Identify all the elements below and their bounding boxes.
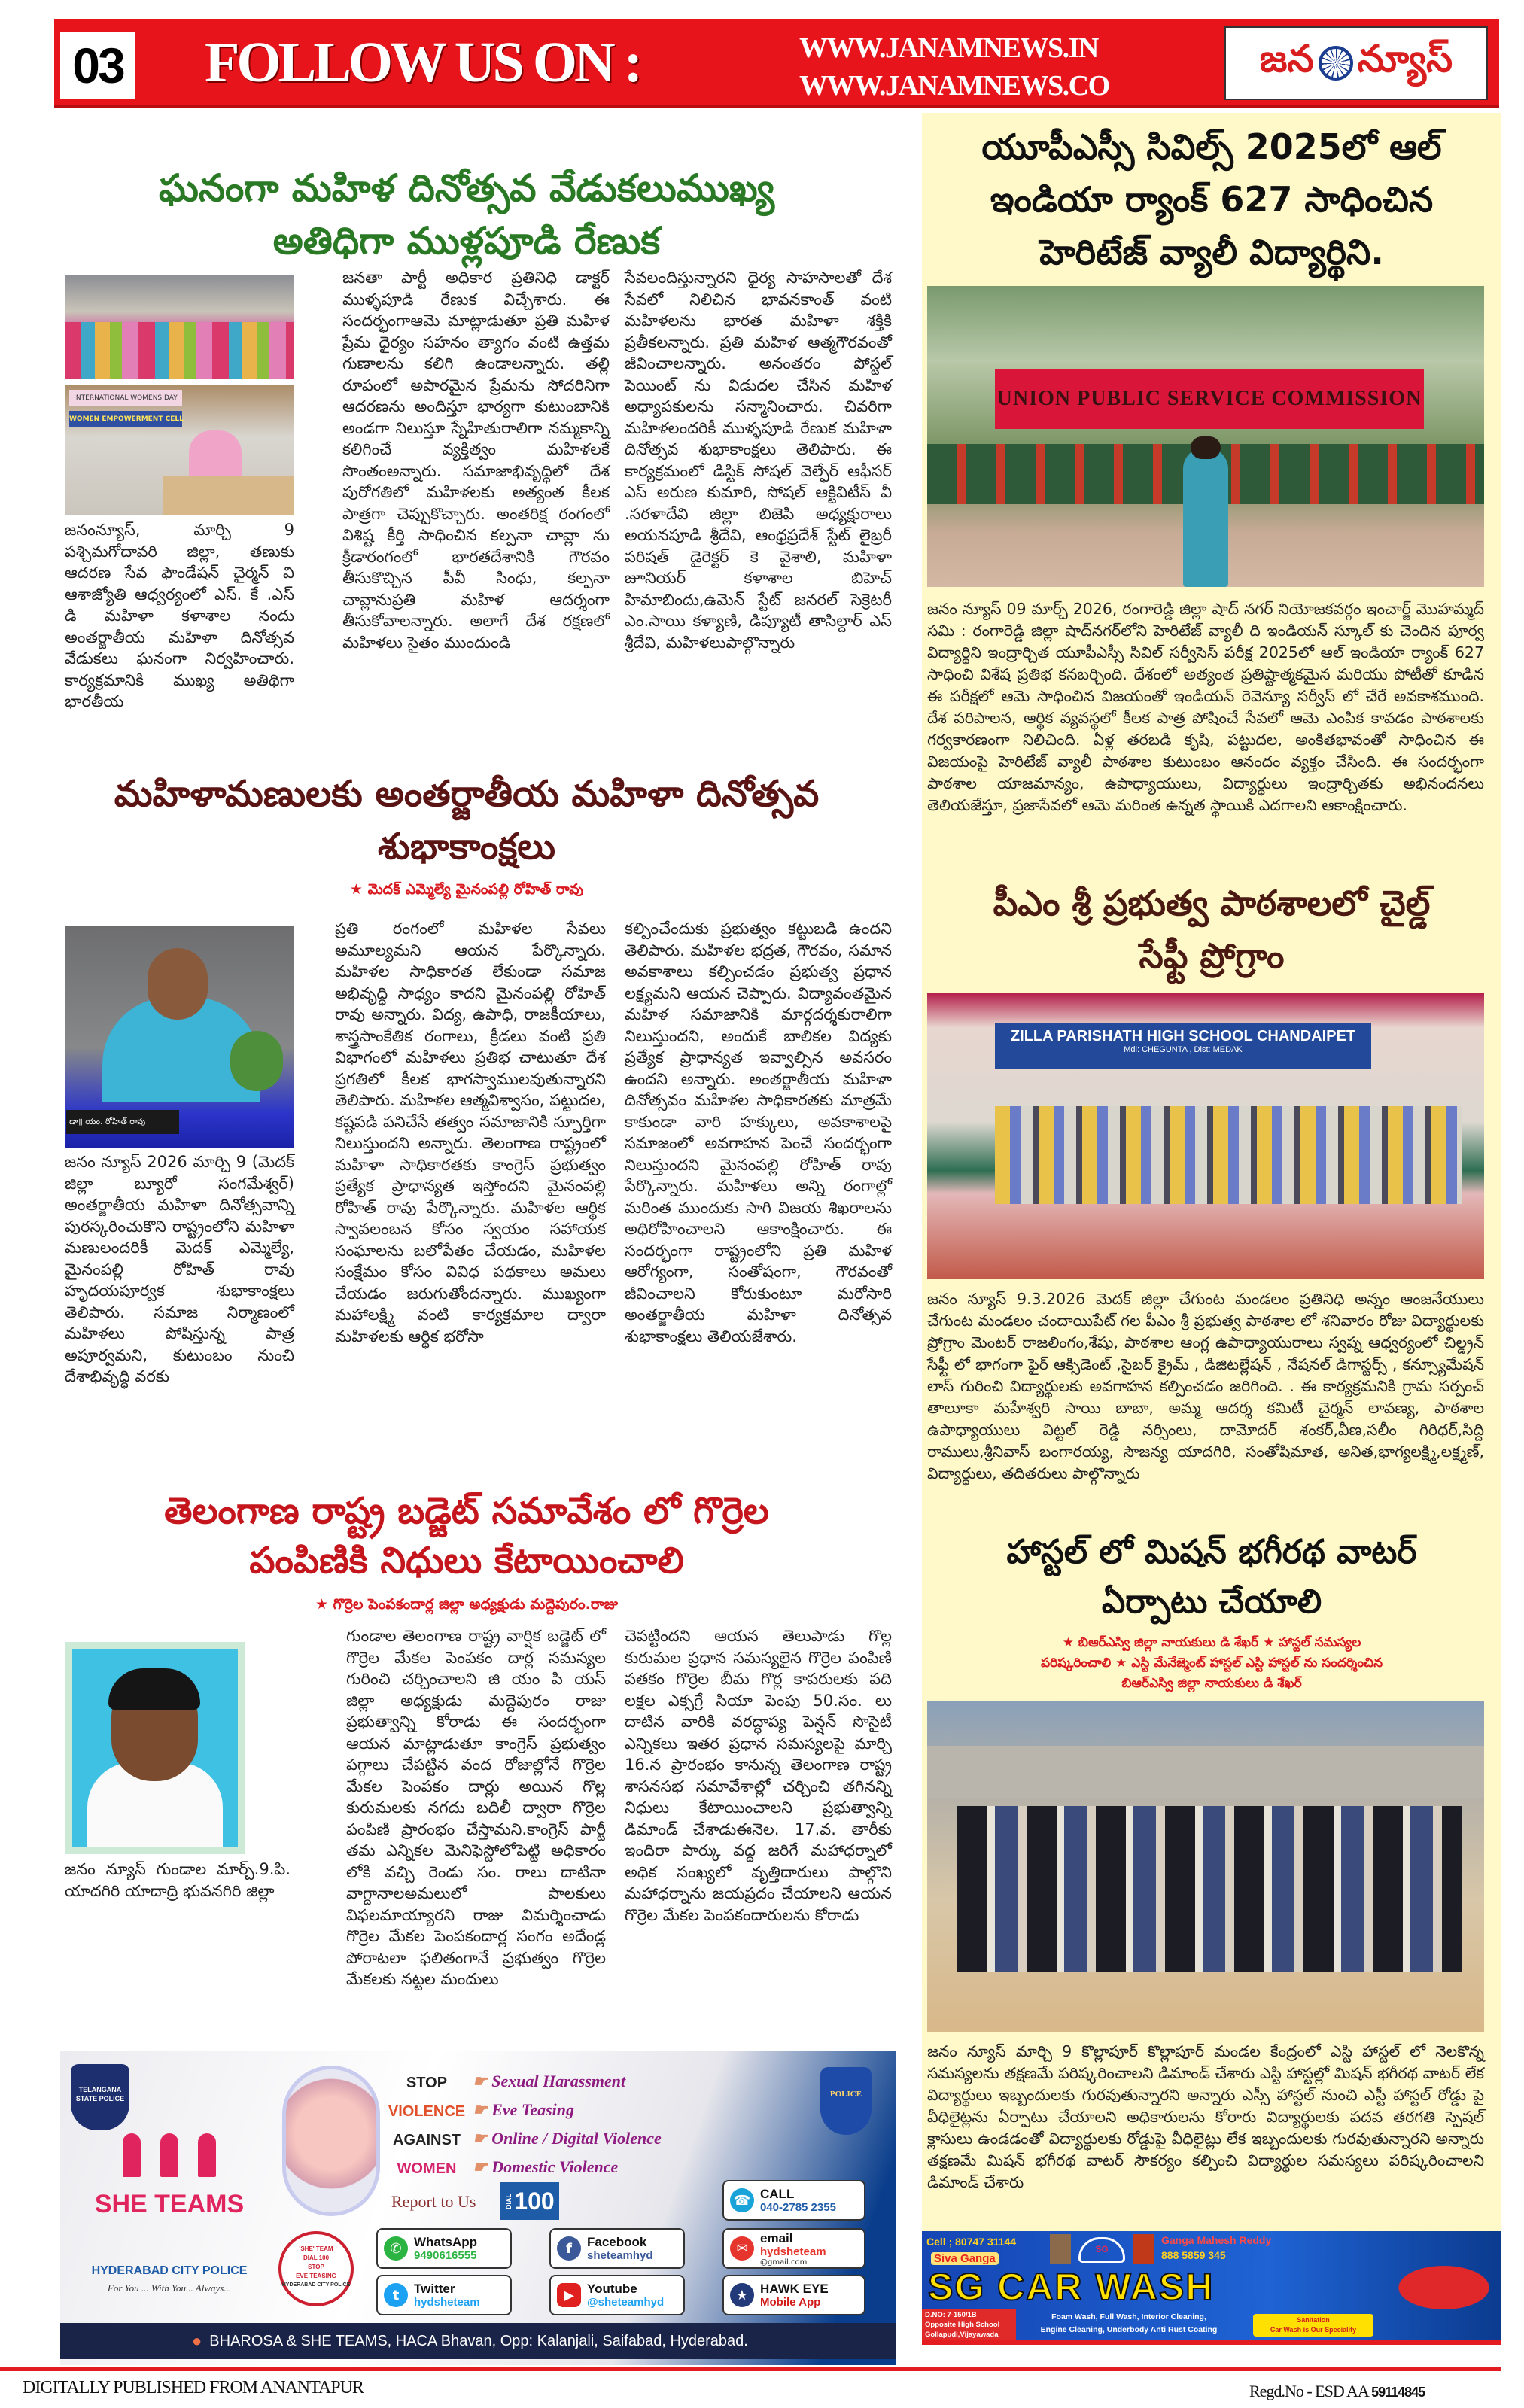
pointing-hand-icon: ☛	[473, 2129, 492, 2148]
deity-image-left	[1050, 2234, 1071, 2264]
youtube-contact[interactable]: ▶ Youtube @sheteamhyd	[549, 2275, 685, 2315]
sg-car-wash-advertisement[interactable]	[922, 2231, 1501, 2340]
stop-eve-teasing-stamp: 'SHE' TEAM DIAL 100 STOP EVE TEASING HYDERABAD CITY POLICE	[278, 2231, 354, 2306]
telangana-police-badge-icon: TELANGANA STATE POLICE	[71, 2064, 129, 2130]
issues-list	[473, 2067, 662, 2181]
deity-image-right	[1133, 2234, 1154, 2264]
article-headline	[45, 768, 888, 873]
article-body-col: కల్పించేందుకు ప్రభుత్వం కట్టుబడి ఉందని తెలిపారు. మహిళల భద్రత, గౌరవం, సమాన అవకాశాలు కల్పించడం ప్రభుత్వ ప్రధాన లక్ష్యమని ఆయన చెప్పారు. విద్యావంతమైన మహిళ సమాజానికి మార్గదర్శకురాలిగా నిలుస్తుందని, అందుకే బాలికల విద్యకు ప్రత్యేక ప్రాధాన్యత ఇవ్వాల్సిన అవసరం ఉందని అన్నారు. అంతర్జాతీయ మహిళా దినోత్సవం మహిళల సాధికారతకు మాత్రమే కాకుండా వారి హక్కులు, అవకాశాలపై సమాజంలో అవగాహన పెంచే సందర్భంగా నిలుస్తుందని మైనంపల్లి రోహిత్ రావు పేర్కొన్నారు. మహిళలు అన్ని రంగాల్లో మరింత ముందుకు సాగి విజయ శిఖరాలను అధిరోహించాలని ఆకాంక్షించారు. ఈ సందర్భంగా రాష్ట్రంలోని ప్రతి మహిళ ఆరోగ్యంగా, సంతోషంగా, గౌరవంతో జీవించాలని కోరుకుంటూ మరోసారి అంతర్జాతీయ మహిళా దినోత్సవ శుభాకాంక్షలు తెలియజేశారు.	[625, 920, 892, 1345]
owner-right: Ganga Mahesh Reddy	[1161, 2234, 1272, 2246]
headline-line: తెలంగాణ రాష్ట్ర బడ్జెట్ సమావేశం లో గొర్రెల	[164, 1490, 769, 1532]
headline-line: యూపీఎస్సీ సివిల్స్ 2025లో ఆల్	[981, 126, 1442, 167]
speciality-badge: Sanitation Car Wash is Our Speciality	[1253, 2314, 1373, 2337]
red-car-image	[1373, 2254, 1501, 2310]
address-text: BHAROSA & SHE TEAMS, HACA Bhavan, Opp: Kalanjali, Saifabad, Hyderabad.	[209, 2332, 748, 2349]
article-body-col: చెపట్టిందని ఆయన తెలుపాడు గొల్ల కురుమల ప్రధాన సమస్యలైన గొర్రెల పంపిణి పతకం గొర్రెల బీమ గొర్ల కాపరులకు పది లక్షల ఎక్సగ్రే సియా పెంపు 50.సం. లు దాటిన వారికి వరద్ధాప్య పెన్షన్ సొసైటీ ఎన్నికలు ఇతర ప్రధాన సమస్యలపై మార్చి 16.న ప్రారంభం కానున్న తెలంగాణ రాష్ట్ర శాసనసభ సమావేశాల్లో చర్చించి తగినన్ని నిధులు కేటాయించాలని ప్రభుత్వాన్ని డిమాండ్ చేశాడుఈనెల. 17.వ. తారీకు ఇందిరా పార్కు వద్ద జరిగే మహాధర్నాలో అధిక సంఖ్యలో వృత్తిదారులు పాల్గొని మహాధర్నాను జయప్రదం చేయాలని ఆయన గొర్రెల మేకల పెంపకందారులను కోరాడు	[625, 1627, 892, 1924]
article-body-col: ప్రతి రంగంలో మహిళల సేవలు అమూల్యమని ఆయన పేర్కొన్నారు. మహిళల సాధికారత లేకుండా సమాజ అభివృద్ధి సాధ్యం కాదని మైనంపల్లి రోహిత్ రావు అన్నారు. విద్య, ఉపాధి, రాజకీయాలు, శాస్త్రసాంకేతిక రంగాలు, క్రీడలు వంటి ప్రతి విభాగంలో మహిళలు ప్రతిభ చాటుతూ దేశ ప్రగతిలో కీలక భాగస్వాములవుతున్నారని తెలిపారు. మహిళల ఆత్మవిశ్వాసం, పట్టుదల, కష్టపడి పనిచేసే తత్వం సమాజానికి స్ఫూర్తిగా నిలుస్తుందని అన్నారు. తెలంగాణ రాష్ట్రంలో మహిళా సాధికారతకు కాంగ్రెస్ ప్రభుత్వం ప్రత్యేక ప్రాధాన్యత ఇస్తోందని మైనంపల్లి రోహిత్ రావు పేర్కొన్నారు. మహిళల ఆర్థిక స్వావలంబన కోసం స్వయం సహాయక సంఘాలను బలోపేతం చేయడం, మహిళల సంక్షేమం కోసం వివిధ పథకాలు అమలు చేయడం జరుగుతోందన్నారు. ముఖ్యంగా మహాలక్ష్మి వంటి కార్యక్రమాల ద్వారా మహిళలకు ఆర్థిక భరోసా	[335, 920, 606, 1345]
headline-line: పీఎం శ్రీ ప్రభుత్వ పాఠశాలలో చైల్డ్	[993, 883, 1431, 923]
mla-speaking-photo	[65, 926, 294, 1148]
pointing-hand-icon: ☛	[473, 2100, 492, 2119]
website-links	[799, 29, 1109, 105]
pointing-hand-icon: ☛	[473, 2157, 492, 2176]
bottom-divider	[0, 2367, 1501, 2371]
article-byline: ★ గొర్రెల పెంపకందార్ల జిల్లా అధ్యక్షుడు మద్దెపురం.రాజు	[315, 1596, 619, 1613]
headline-line: ఘనంగా మహిళ దినోత్సవ వేడుకలుముఖ్య	[158, 166, 775, 210]
whatsapp-contact[interactable]: ✆ WhatsApp 9490616555	[376, 2228, 512, 2269]
phone-right: 888 5859 345	[1161, 2249, 1226, 2261]
school-group-photo	[927, 993, 1484, 1279]
stop-violence-text: STOP VIOLENCE AGAINST WOMEN	[388, 2075, 466, 2177]
woman-illustration	[282, 2066, 380, 2216]
call-contact[interactable]: ☎ CALL 040-2785 2355	[722, 2180, 865, 2221]
org-name: HYDERABAD CITY POLICE	[91, 2264, 248, 2277]
students-hostel-photo	[927, 1701, 1484, 2032]
headline-line: సేఫ్టీ ప్రోగ్రాం	[1139, 935, 1285, 976]
facebook-icon: f	[557, 2236, 581, 2261]
photo-sign: ZILLA PARISHATH HIGH SCHOOL CHANDAIPET Mdl: CHEGUNTA , Dist: MEDAK	[995, 1023, 1371, 1069]
address-bar	[60, 2323, 896, 2359]
headline-line: శుభాకాంక్షలు	[378, 825, 555, 868]
footer-published-from: DIGITALLY PUBLISHED FROM ANANTAPUR	[23, 2378, 364, 2397]
article-body: జనం న్యూస్ 9.3.2026 మెదక్ జిల్లా చేగుంట మండలం ప్రతినిధి అన్నం ఆంజనేయులు చేగుంట మండలం చందాయిపేట్ గల పీఎం శ్రీ ప్రభుత్వ పాఠశాల లో శనివారం రోజు విద్యార్థులకు ప్రోగ్రాం మెంటర్ రాజలింగం,శేషు, పాఠశాల ఆంగ్ల ఉపాధ్యాయురాలు స్వప్న ఆధ్వర్యంలో చిల్డ్రన్ సేఫ్టీ లో భాగంగా ఫైర్ ఆక్సిడెంట్ ,సైబర్ క్రైమ్ , డిజిటల్లేషన్ , నేషనల్ డిగాస్టర్స్ , కన్స్యూమేషన్ లాస్ గురించి విద్యార్థులకు అవగాహన కల్పించడం జరిగింది. . ఈ కార్యక్రమనికి గ్రామ సర్పంచ్ తాలూకా మహేశ్వరి సాయి బాబా, అమ్మ ఆదర్శ కమిటీ చైర్మన్ లావణ్య, పాఠశాల ఉపాధ్యాయులు విట్టల్ రెడ్డి నర్సింలు, దామోదర్ శంకర్,వీణ,సలీం గిరిధర్,సిద్ది రాములు,శ్రీనివాస్ బంగారయ్య, సౌజన్య యాదగిరి, సంతోషిమాత, అనిత,భాగ్యలక్ష్మి,లక్ష్మణ్, విద్యార్థులు, తదితరులు పాల్గొన్నారు	[927, 1290, 1484, 1482]
twitter-icon: t	[384, 2283, 408, 2307]
report-label: Report to Us	[391, 2192, 476, 2211]
headline-line: హెరిటేజ్ వ్యాలీ విద్యార్థిని.	[1039, 232, 1384, 272]
people-icon	[113, 2133, 226, 2178]
headline-line: హాస్టల్ లో మిషన్ భగీరథ వాటర్	[1006, 1533, 1417, 1571]
janam-news-logo	[1224, 26, 1488, 100]
article-body-col: సేవలందిస్తున్నారని ధైర్య సాహసాలతో దేశ సేవలో నిలిచిన భావనకాంత్ వంటి మహిళలను భారత మహిళా శక్తికి ప్రతీకలన్నారు. ప్రతి మహిళ ఆత్మగౌరవంతో జీవించాలన్నారు. అనంతరం పోస్టల్ పెయింట్ ను విడుదల చేసిన మహిళ అధ్యాపకులను సన్మానించారు. చివరిగా మహిళలందరికీ ముళ్ళపూడి రేణుక మహిళా దినోత్సవ శుభాకాంక్షలు తెలిపారు. ఈ కార్యక్రమంలో డిస్టిక్ సోషల్ వెల్ఫేర్ ఆఫీసర్ ఎస్ అరుణ కుమారి, సోషల్ ఆక్టివిటీస్ వీ .సరళాదేవి జిల్లా బిజెపి అధ్యక్షురాలు అయనపూడి శ్రీదేవి, ఆంధ్రప్రదేశ్ స్టేట్ లైబ్రరీ పరిషత్ డైరెక్టర్ కె వైశాలి, మహిళా జూనియర్ కళాశాల బిహెచ్ హిమాబిందు,ఉమెన్ స్టేట్ జనరల్ సెక్రెటరీ ఎం.సాయి కళ్యాణి, డిప్యూటీ తాసిల్దార్ ఎస్ శ్రీదేవి, మహిళలుపాల్గొన్నారు	[625, 269, 892, 652]
whatsapp-icon: ✆	[384, 2236, 408, 2261]
hyderabad-police-badge-icon: POLICE	[820, 2067, 872, 2135]
email-contact[interactable]: ✉ email hydsheteam @gmail.com	[722, 2228, 865, 2269]
issue-item: ☛ Sexual Harassment	[473, 2072, 626, 2090]
article-body-col: జనం న్యూస్ గుండాల మార్చ్.9.పి. యాదగిరి యాదాద్రి భువనగిరి జిల్లా	[65, 1860, 291, 1900]
headline-line: ఇండియా ర్యాంక్ 627 సాధించిన	[990, 179, 1434, 220]
website-link[interactable]: WWW.JANAMNEWS.IN	[799, 32, 1098, 64]
location-pin-icon: ●	[192, 2331, 202, 2350]
article-body-col: జనంన్యూస్, మార్చి 9 పశ్చిమగోదావరి జిల్లా, తణుకు ఆదరణ సేవ ఫౌండేషన్ చైర్మన్ వి ఆశాజ్యోతి ఆధ్వర్యంలో ఎస్. కే .ఎస్ డి మహిళా కళాశాల నందు అంతర్జాతీయ మహిళా దినోత్సవ వేడుకలు ఘనంగా నిర్వహించారు. కార్యక్రమానికి ముఖ్య అతిథిగా భారతీయ	[65, 521, 294, 710]
email-icon: ✉	[730, 2236, 754, 2261]
upsc-building-photo	[927, 286, 1484, 587]
photo-banner: INTERNATIONAL WOMENS DAY	[69, 390, 182, 406]
sg-logo: SG	[1078, 2237, 1125, 2263]
owner-left: Siva Ganga	[931, 2252, 999, 2265]
she-teams-brand: SHE TEAMS	[94, 2190, 245, 2218]
headline-line: మహిళామణులకు అంతర్జాతీయ మహిళా దినోత్సవ	[114, 773, 820, 815]
dial-100-badge[interactable]: DIAL 100	[500, 2182, 559, 2220]
article-body-col: జనం న్యూస్ 2026 మార్చి 9 (మెదక్ జిల్లా బ్యూరో సంగమేశ్వర్) అంతర్జాతీయ మహిళా దినోత్సవాన్ని పురస్కరించుకొని రాష్ట్రంలోని మహిళా మణులందరికీ మెదక్ ఎమ్మెల్యే, మైనంపల్లి రోహిత్ రావు హృదయపూర్వక శుభాకాంక్షలు తెలిపారు. సమాజ నిర్మాణంలో మహిళలు పోషిస్తున్న పాత్ర అపూర్వమని, కుటుంబం నుంచి దేశాభివృద్ధి వరకు	[65, 1153, 294, 1385]
article-headline	[922, 120, 1501, 278]
photo-banner: WOMEN EMPOWERMENT CELL	[69, 411, 182, 427]
headline-line: పంపిణికి నిధులు కేటాయించాలి	[249, 1540, 684, 1582]
issue-item: ☛ Domestic Violence	[473, 2157, 619, 2176]
logo-text-left: జన	[1259, 36, 1314, 81]
page-number: 03	[60, 32, 135, 99]
facebook-contact[interactable]: f Facebook sheteamhyd	[549, 2228, 685, 2269]
twitter-contact[interactable]: t Twitter hydsheteam	[376, 2275, 512, 2315]
pointing-hand-icon: ☛	[473, 2072, 492, 2090]
photo-sign: UNION PUBLIC SERVICE COMMISSION	[995, 369, 1424, 429]
issue-item: ☛ Eve Teasing	[473, 2100, 575, 2119]
speaker-at-podium-photo	[65, 385, 294, 515]
article-body: జనం న్యూస్ 09 మార్చ్ 2026, రంగారెడ్డి జిల్లా షాద్ నగర్ నియోజకవర్గం ఇంచార్జ్ మొహమ్మద్ సమి : రంగారెడ్డి జిల్లా షాద్‌నగర్‌లోని హెరిటేజ్ వ్యాలీ ది ఇండియన్ స్కూల్ కు చెందిన పూర్వ విద్యార్థిని ఇంద్రార్చిత యూపీఎస్సీ సివిల్ సర్వీసెస్ పరీక్ష 2025లో ఆల్ ఇండియా ర్యాంక్ 627 సాధించి విశేష ప్రతిభ కనబర్చింది. దేశంలో అత్యంత ప్రతిష్టాత్మకమైన మరియు పోటీతో కూడిన ఈ పరీక్షలో ఆమె సాధించిన విజయంతో ఇండియన్ రెవెన్యూ సర్వీస్ లో చేరే అవకాశముంది. దేశ పరిపాలన, ఆర్థిక వ్యవస్థలో కీలక పాత్ర పోషించే సేవలో ఆమె ఎంపిక కావడం పాఠశాలకు గర్వకారణంగా నిలిచింది. ఏళ్ల తరబడి కృషి, పట్టుదల, అంకితభావంతో సాధించిన ఈ విజయంపై హెరిటేజ్ వ్యాలీ పాఠశాల కుటుంబం ఆనందం వ్యక్తం చేసింది. ఈ సందర్భంగా పాఠశాల యాజమాన్యం, ఉపాధ్యాయులు, విద్యార్థులు ఇంద్రార్చితకు అభినందనలు తెలియజేస్తూ, ప్రజాసేవలో ఆమె మరింత ఉన్నత స్థాయికి ఎదగాలని ఆకాంక్షించారు.	[927, 600, 1484, 814]
nameplate: డా॥ యం. రోహిత్ రావు	[66, 1110, 179, 1134]
headline-line: అతిధిగా ముళ్లపూడి రేణుక	[272, 219, 661, 263]
women-group-photo	[65, 275, 294, 379]
article-body-col: జనతా పార్టీ అధికార ప్రతినిధి డాక్టర్ ముళ్ళపూడి రేణుక విచ్చేశారు. ఈ సందర్భంగాఆమె మాట్లాడుతూ ప్రతి మహిళ ప్రేమ ధైర్యం సహనం త్యాగం వంటి ఉత్తమ గుణాలను కలిగి ఉండాలన్నారు. తల్లి రూపంలో అపారమైన ప్రేమను సోదరినిగా ఆదరణను అందిస్తూ భార్యగా కుటుంబానికి అండగా నిలుస్తూ స్నేహితురాలిగా నమ్మకాన్ని కలిగించే వ్యక్తిత్వం మహిళలకే సొంతంఅన్నారు. సమాజాభివృద్ధిలో దేశ పురోగతిలో మహిళలకు అత్యంత కీలక పాత్రగా చెప్పుకొచ్చారు. అంతరిక్ష రంగంలో విశిష్ట కీర్తి సాధించిన కల్పనా చావ్లా ను క్రీడారంగంలో భారతదేశానికి గౌరవం తీసుకొచ్చిన పీవీ సింధు, కల్పనా చావ్లానుప్రతి మహిళ ఆదర్శంగా తీసుకోవాలన్నారు. అలాగే దేశ రక్షణలో మహిళలు సైతం ముందుండి	[342, 269, 610, 652]
services-list: Foam Wash, Full Wash, Interior Cleaning, Engine Cleaning, Underbody Anti Rust Coating	[1040, 2312, 1218, 2334]
hawk-eye-icon: ★	[730, 2283, 754, 2307]
article-body: జనం న్యూస్ మార్చి 9 కొల్లాపూర్ కొల్లాపూర్ మండల కేంద్రంలో ఎస్టి హాస్టల్ లో నెలకొన్న సమస్యలను తక్షణమే పరిష్కరించాలని డిమాండ్ చేశారు ఎస్టి హాస్టల్లో మిషన్ భగీరథ వాటర్ లేక విద్యార్థులు ఇబ్బందులకు గురవుతున్నారని అన్నారు ఎస్సీ హాస్టల్ నుంచి ఎస్టీ హాస్టల్ రోడ్డు పై వీధిలైట్లను ఏర్పాటు చేయాలని అధికారులను కోరారు విద్యార్థులకు పదవ తరగతి స్పెషల్ క్లాసులు ఉండడంతో విద్యార్థులకు రోడ్డుపై వీధిలైట్లు లేక ఇబ్బందులకు గురవుతున్నారని అన్నారు తక్షణమే మిషన్ భగీరథ వాటర్ సౌకర్యం కల్పించి విద్యార్థుల సమస్యలు పరిష్కరించాలని డిమాండ్ చేశారు	[927, 2042, 1484, 2191]
she-teams-advertisement[interactable]	[60, 2051, 896, 2365]
masthead	[54, 19, 1499, 108]
phone-icon: ☎	[730, 2188, 754, 2212]
issue-item: ☛ Online / Digital Violence	[473, 2129, 662, 2148]
cell-number: Cell ; 80747 31144	[926, 2236, 1017, 2248]
youtube-icon: ▶	[557, 2283, 581, 2307]
article-headline	[922, 1528, 1501, 1627]
tagline: For You ... With You... Always...	[107, 2282, 232, 2294]
logo-text-right: న్యూస్	[1357, 36, 1453, 81]
follow-us-label: FOLLOW US ON :	[205, 31, 640, 94]
article-headline	[45, 162, 888, 267]
article-headline	[45, 1486, 888, 1586]
ashoka-wheel-icon	[1319, 46, 1353, 81]
right-bottom-divider	[922, 2340, 1501, 2345]
article-body-col: గుండాల తెలంగాణ రాష్ట్ర వార్షిక బడ్జెట్ లో గొర్రెల మేకల పెంపకం దార్ల సమస్యల గురించి చర్చించాలని జి యం పి యస్ జిల్లా అధ్యక్షుడు మద్దెపురం రాజు ప్రభుత్వాన్ని కోరాడు ఈ సందర్భంగా ఆయన మాట్లాడుతూ కాంగ్రెస్ ప్రభుత్వం పగ్గాలు చేపట్టిన వంద రోజుల్లోనే గొర్రెల మేకల పెంపకం దార్లు అయిన గొల్ల కురుమలకు నగదు బదిలీ ద్వారా గొర్రెల పంపిణి ప్రారంభం చేస్తామని.కాంగ్రెస్ పార్టీ తమ ఎన్నికల మెనిఫెస్టోలోపెట్టి అధికారం లోకి వచ్చి రెండు సం. రాలు దాటినా వాగ్దానాలఅమలులో పాలకులు విఫలమాయ్యారని రాజు విమర్శించాడు గొర్రెల మేకల పెంపకందార్ల సంగం అదేండ్ల పోరాటలా ఫలితంగానే ప్రభుత్వం గొర్రెల మేకలకు నట్టల మందులు	[346, 1627, 606, 1988]
footer-registration: Regd.No - ESD AA 59114845	[1249, 2382, 1425, 2400]
headline-line: ఏర్పాటు చేయాలి	[1101, 1583, 1322, 1621]
hawk-eye-contact[interactable]: ★ HAWK EYE Mobile App	[722, 2275, 865, 2315]
car-wash-title: SG CAR WASH	[928, 2266, 1215, 2308]
website-link[interactable]: WWW.JANAMNEWS.CO	[799, 70, 1109, 102]
article-byline: ★ మెదక్ ఎమ్మెల్యే మైనంపల్లి రోహిత్ రావు	[349, 881, 584, 898]
article-headline	[922, 877, 1501, 982]
article-byline: ★ బిఆర్ఎస్వి జిల్లా నాయకులు డి శేఖర్ ★ హాస్టల్ సమస్యల పరిష్కరించాలి ★ ఎస్టి మేనేజ్మెంట్ హాస్టల్ ఎస్టి హాస్టల్ ను సందర్శించిన బిఆర్ఎస్వి జిల్లా నాయకులు డి శేఖర్	[1040, 1635, 1383, 1691]
portrait-photo	[65, 1642, 245, 1854]
shop-address: D.NO: 7-150/1B Opposite High School Gollapudi,Vijayawada	[922, 2309, 1016, 2340]
